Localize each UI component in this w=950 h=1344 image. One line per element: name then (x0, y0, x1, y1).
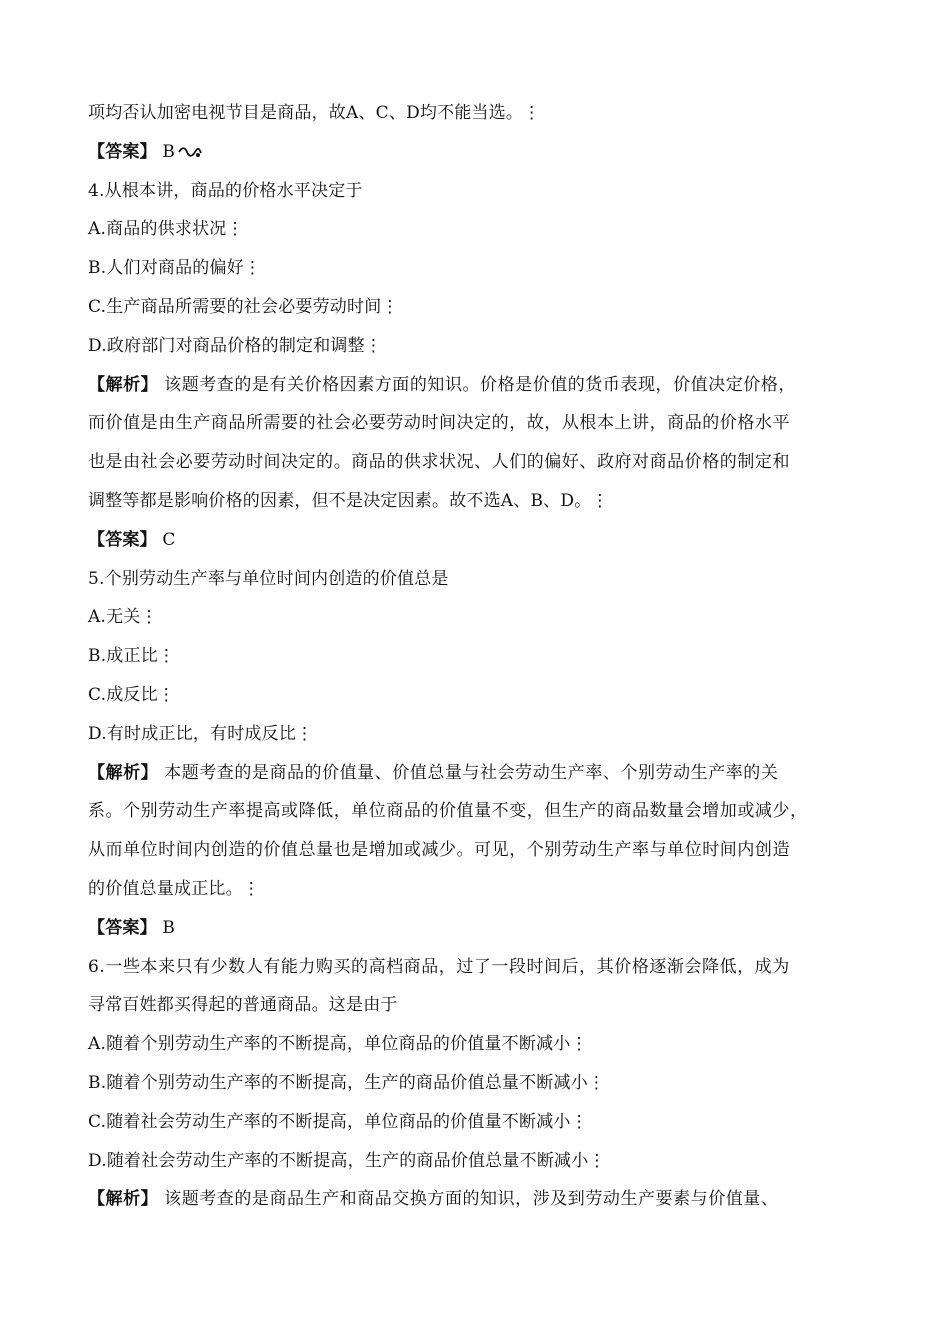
section-label: 【答案】 (88, 529, 157, 550)
text-line: 项均否认加密电视节目是商品，故A、C、D均不能当选。⋮ (88, 103, 541, 123)
analysis-line: 也是由社会必要劳动时间决定的。商品的供求状况、人们的偏好、政府对商品价格的制定和 (88, 452, 790, 473)
option-b: B.随着个别劳动生产率的不断提高，生产的商品价值总量不断减小⋮ (88, 1072, 606, 1093)
analysis-line: 【解析】 本题考查的是商品的价值量、价值总量与社会劳动生产率、个别劳动生产率的关 (88, 762, 779, 783)
section-label: 【答案】 (88, 917, 157, 938)
section-label: 【解析】 (88, 762, 159, 783)
section-label: 【解析】 (88, 374, 159, 395)
squiggle-mark-icon (177, 145, 203, 159)
option-d: D.政府部门对商品价格的制定和调整⋮ (88, 335, 383, 356)
document-page (88, 94, 868, 1219)
question-5: 5.个别劳动生产率与单位时间内创造的价值总是 (88, 568, 449, 589)
question-4: 4.从根本讲，商品的价格水平决定于 (88, 180, 363, 201)
section-label: 【答案】 (88, 141, 157, 162)
option-c: C.生产商品所需要的社会必要劳动时间⋮ (88, 296, 399, 317)
option-a: A.商品的供求状况⋮ (88, 219, 244, 240)
analysis-line: 系。个别劳动生产率提高或降低，单位商品的价值量不变，但生产的商品数量会增加或减少， (88, 801, 808, 822)
question-6: 寻常百姓都买得起的普通商品。这是由于 (88, 995, 398, 1016)
option-c: C.随着社会劳动生产率的不断提高，单位商品的价值量不断减小⋮ (88, 1111, 588, 1132)
analysis-line: 的价值总量成正比。⋮ (88, 878, 260, 899)
analysis-line: 【解析】 该题考查的是有关价格因素方面的知识。价格是价值的货币表现，价值决定价格， (88, 374, 796, 395)
option-d: D.有时成正比，有时成反比⋮ (88, 723, 314, 744)
option-d: D.随着社会劳动生产率的不断提高，生产的商品价值总量不断减小⋮ (88, 1150, 606, 1171)
option-b: B.人们对商品的偏好⋮ (88, 258, 262, 279)
analysis-line: 从而单位时间内创造的价值总量也是增加或减少。可见，个别劳动生产率与单位时间内创造 (88, 840, 790, 861)
option-b: B.成正比⋮ (88, 646, 176, 667)
option-a: A.无关⋮ (88, 607, 158, 628)
answer-line: 【答案】 B (88, 917, 176, 938)
option-c: C.成反比⋮ (88, 684, 176, 705)
question-6: 6.一些本来只有少数人有能力购买的高档商品，过了一段时间后，其价格逐渐会降低，成为 (88, 956, 790, 977)
option-a: A.随着个别劳动生产率的不断提高，单位商品的价值量不断减小⋮ (88, 1034, 588, 1055)
analysis-line: 而价值是由生产商品所需要的社会必要劳动时间决定的，故，从根本上讲，商品的价格水平 (88, 413, 790, 434)
answer-line: 【答案】 C (88, 529, 176, 550)
analysis-line: 调整等都是影响价格的因素，但不是决定因素。故不选A、B、D。⋮ (88, 490, 609, 511)
section-label: 【解析】 (88, 1189, 159, 1210)
answer-line: 【答案】 B (88, 133, 868, 172)
analysis-line: 【解析】 该题考查的是商品生产和商品交换方面的知识，涉及到劳动生产要素与价值量、 (88, 1189, 779, 1210)
